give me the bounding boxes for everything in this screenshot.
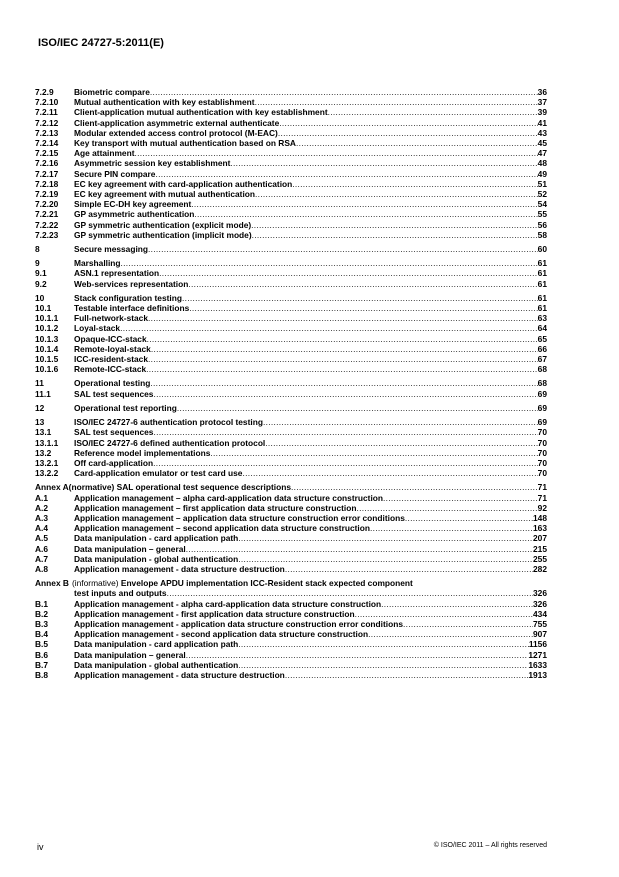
toc-section-number: B.6 [35,649,49,660]
toc-section-title: Data manipulation - global authentication [74,659,239,670]
toc-section-number: 7.2.12 [35,117,59,128]
toc-section-number: A.8 [35,563,49,574]
toc-page-number: 55 [537,209,547,220]
toc-entry[interactable] [35,503,547,513]
toc-entry[interactable] [35,244,547,254]
toc-leader-dots [296,138,538,148]
annex-kind: (informative) [71,578,119,589]
toc-page-number: 70 [537,437,547,448]
toc-leader-dots [186,544,533,554]
toc-leader-dots [135,148,538,158]
toc-section-number: B.5 [35,639,49,650]
copyright-notice: © ISO/IEC 2011 – All rights reserved [433,842,547,849]
toc-page-number: 58 [537,229,547,240]
toc-section-title: Age attainment [74,148,135,159]
toc-section-title: Loyal-stack [74,323,121,334]
toc-entry[interactable] [35,427,547,437]
toc-section-number: 7.2.19 [35,189,59,200]
toc-entry[interactable] [35,293,547,303]
toc-entry[interactable] [35,564,547,574]
toc-entry[interactable] [35,118,547,128]
toc-page-number: 52 [537,189,547,200]
toc-entry[interactable] [35,554,547,564]
toc-section-title: Card-application emulator or test card use [74,468,243,479]
annex-label: Annex B [35,578,69,589]
toc-page-number: 65 [537,333,547,344]
toc-section-number: B.3 [35,618,49,629]
toc-entry[interactable] [35,107,547,117]
toc-entry[interactable] [35,138,547,148]
toc-entry[interactable] [35,403,547,413]
toc-section-number: 7.2.20 [35,199,59,210]
toc-section-number: 7.2.10 [35,97,59,108]
toc-page-number: 70 [537,468,547,479]
toc-section-title: Data manipulation - card application path [74,533,239,544]
toc-page-number: 60 [537,244,547,255]
toc-entry[interactable] [35,268,547,278]
toc-page-number: 215 [533,543,547,554]
table-of-contents [35,87,547,680]
toc-section-number: 7.2.17 [35,168,59,179]
toc-section-title: Client-application mutual authentication with key establishment [74,107,328,118]
toc-entry[interactable] [35,344,547,354]
toc-section-number: 12 [35,402,45,413]
toc-section-number: 8 [35,244,40,255]
toc-page-number: 69 [537,402,547,413]
toc-leader-dots [151,344,538,354]
toc-section-number: 11 [35,378,44,389]
toc-entry[interactable] [35,389,547,399]
toc-section-number: 10.1.5 [35,354,59,365]
toc-section-number: 7.2.18 [35,178,59,189]
toc-page-number: 907 [533,629,547,640]
toc-section-number: 7.2.23 [35,229,59,240]
toc-section-number: 13 [35,417,45,428]
annex-title: Envelope APDU implementation ICC-Resident stack expected component [120,578,413,589]
toc-entry[interactable] [35,639,547,649]
toc-section-title: ASN.1 representation [74,268,160,279]
toc-leader-dots [189,303,537,313]
toc-page-number: 71 [537,482,547,493]
toc-section-number: A.7 [35,553,49,564]
toc-page-number: 69 [537,388,547,399]
toc-leader-dots [265,438,537,448]
toc-leader-dots [255,189,538,199]
toc-section-title: Application management - application data structure construction error conditions [74,618,403,629]
toc-section-number: 13.2.2 [35,468,59,479]
toc-entry[interactable] [35,544,547,554]
toc-leader-dots [255,97,538,107]
toc-entry[interactable] [35,417,547,427]
toc-page-number: 163 [533,523,547,534]
toc-entry[interactable] [35,438,547,448]
toc-section-number: B.2 [35,608,49,619]
toc-section-number: 7.2.9 [35,87,54,97]
toc-entry[interactable] [35,189,547,199]
toc-section-title: Data manipulation – general [74,649,186,660]
toc-section-title: Operational test reporting [74,402,177,413]
toc-page-number: 1271 [528,649,547,660]
toc-entry[interactable] [35,323,547,333]
toc-leader-dots [120,323,538,333]
toc-section-number: 7.2.16 [35,158,59,169]
toc-leader-dots [356,503,537,513]
toc-section-number: 10.1.2 [35,323,59,334]
toc-entry[interactable] [35,493,547,503]
toc-section-number: 7.2.21 [35,209,59,220]
toc-page-number: 282 [533,563,547,574]
toc-section-title: ISO/IEC 24727-6 authentication protocol testing [74,417,263,428]
toc-section-number: A.4 [35,523,49,534]
toc-section-number: 10.1.1 [35,313,59,324]
toc-page-number: 51 [537,178,547,189]
toc-leader-dots [278,128,538,138]
toc-page-number: 92 [537,502,547,513]
toc-entry[interactable] [35,303,547,313]
toc-section-number: 13.1 [35,427,52,438]
toc-section-number: 13.1.1 [35,437,59,448]
toc-section-number: 11.1 [35,388,51,399]
toc-entry[interactable] [35,468,547,478]
toc-section-title: Reference model implementations [74,447,211,458]
toc-leader-dots [279,118,537,128]
toc-leader-dots [148,354,538,364]
toc-section-title: Application management - data structure destruction [74,563,285,574]
toc-section-number: 7.2.13 [35,127,59,138]
toc-section-number: 13.2.1 [35,457,59,468]
toc-section-title: ISO/IEC 24727-6 defined authentication protocol [74,437,266,448]
toc-section-title: Application management - second application data structure construction [74,629,369,640]
annex-title-continued: test inputs and outputs [74,588,167,599]
toc-entry[interactable] [35,334,547,344]
toc-section-number: B.1 [35,598,49,609]
toc-page-number: 70 [537,457,547,468]
toc-section-title: Key transport with mutual authentication based on RSA [74,138,296,149]
toc-leader-dots [285,670,529,680]
toc-page-number: 67 [537,354,547,365]
toc-leader-dots [285,564,533,574]
toc-entry[interactable] [35,533,547,543]
toc-leader-dots [238,639,529,649]
toc-section-title: Data manipulation - card application path [74,639,239,650]
toc-leader-dots [153,458,538,468]
toc-leader-dots [159,268,538,278]
toc-section-title: Application management – application data structure construction error conditions [74,512,405,523]
toc-page-number: 61 [537,278,547,289]
toc-entry[interactable] [35,378,547,388]
toc-leader-dots [146,364,538,374]
toc-leader-dots [292,179,537,189]
page-number: iv [37,842,44,852]
toc-section-title: Application management – first application data structure construction [74,502,357,513]
toc-entry[interactable] [35,523,547,533]
toc-entry[interactable] [35,169,547,179]
toc-section-title: Application management – second application data structure construction [74,523,370,534]
toc-leader-dots [194,209,537,219]
toc-page-number: 207 [533,533,547,544]
document-header: ISO/IEC 24727-5:2011(E) [38,37,164,49]
toc-page-number: 54 [537,199,547,210]
toc-entry[interactable] [35,629,547,639]
toc-leader-dots [167,588,533,598]
toc-entry[interactable] [35,279,547,289]
toc-entry[interactable] [35,609,547,619]
toc-section-number: A.1 [35,492,49,503]
toc-page-number: 47 [537,148,547,159]
toc-section-title: Secure PIN compare [74,168,156,179]
toc-section-number: 7.2.15 [35,148,59,159]
annex-kind: (normative) [68,482,115,493]
toc-section-number: B.8 [35,669,49,680]
toc-section-title: Web-services representation [74,278,189,289]
toc-section-title: Marshalling [74,258,121,269]
toc-leader-dots [252,230,538,240]
toc-entry[interactable] [35,158,547,168]
toc-leader-dots [153,427,537,437]
toc-page-number: 70 [537,427,547,438]
toc-entry[interactable] [35,258,547,268]
toc-page-number: 1913 [528,669,547,680]
toc-section-title: Secure messaging [74,244,149,255]
toc-section-number: 10.1.3 [35,333,59,344]
toc-section-title: Biometric compare [74,87,150,97]
annex-title: SAL operational test sequence descriptions [116,482,291,493]
toc-section-title: Data manipulation - global authentication [74,553,239,564]
toc-leader-dots [291,482,538,492]
toc-section-title: Mutual authentication with key establishment [74,97,255,108]
toc-annex-entry[interactable] [35,482,547,492]
toc-leader-dots [147,334,538,344]
toc-leader-dots [191,199,537,209]
toc-entry[interactable] [35,230,547,240]
toc-entry[interactable] [35,458,547,468]
toc-page-number: 36 [537,87,547,97]
toc-section-title: GP asymmetric authentication [74,209,195,220]
toc-page-number: 68 [537,378,547,389]
toc-section-number: A.3 [35,512,49,523]
toc-page-number: 49 [537,168,547,179]
toc-leader-dots [186,650,529,660]
toc-entry[interactable] [35,448,547,458]
toc-leader-dots [238,660,528,670]
toc-leader-dots [238,554,533,564]
toc-entry[interactable] [35,199,547,209]
toc-leader-dots [230,158,537,168]
toc-entry[interactable] [35,87,547,97]
toc-section-title: Application management – alpha card-application data structure construction [74,492,383,503]
toc-page-number: 148 [533,512,547,523]
toc-section-number: 13.2 [35,447,52,458]
toc-page-number: 43 [537,127,547,138]
toc-entry[interactable] [35,354,547,364]
toc-page-number: 61 [537,268,547,279]
toc-entry[interactable] [35,220,547,230]
toc-page-number: 61 [537,258,547,269]
toc-section-title: Application management - data structure destruction [74,669,285,680]
toc-section-title: Modular extended access control protocol (M-EAC) [74,127,278,138]
toc-section-title: EC key agreement with mutual authentication [74,189,256,200]
toc-leader-dots [148,313,538,323]
toc-annex-entry[interactable] [35,588,547,598]
toc-leader-dots [121,258,538,268]
toc-section-title: EC key agreement with card-application authentication [74,178,293,189]
toc-entry[interactable] [35,660,547,670]
toc-section-title: Simple EC-DH key agreement [74,199,192,210]
toc-section-number: B.4 [35,629,49,640]
toc-leader-dots [405,513,533,523]
toc-page-number: 255 [533,553,547,564]
toc-section-title: Off card-application [74,457,154,468]
toc-page-number: 1156 [528,639,547,650]
toc-leader-dots [188,279,537,289]
toc-entry[interactable] [35,650,547,660]
toc-leader-dots [242,468,537,478]
toc-leader-dots [155,169,537,179]
toc-section-title: Data manipulation – general [74,543,186,554]
toc-section-title: Client-application asymmetric external authenticate [74,117,280,128]
toc-page-number: 37 [537,97,547,108]
toc-section-number: 10 [35,292,45,303]
toc-page-number: 755 [533,618,547,629]
toc-entry[interactable] [35,97,547,107]
toc-section-number: 10.1.4 [35,343,59,354]
toc-leader-dots [355,609,533,619]
toc-section-number: A.2 [35,502,49,513]
toc-leader-dots [328,107,538,117]
toc-leader-dots [150,87,538,97]
toc-leader-dots [263,417,538,427]
toc-leader-dots [148,244,538,254]
toc-section-number: 9.1 [35,268,47,279]
toc-section-number: B.7 [35,659,49,670]
toc-leader-dots [150,378,537,388]
toc-entry[interactable] [35,313,547,323]
toc-leader-dots [210,448,537,458]
toc-section-number: 7.2.11 [35,107,58,118]
toc-section-number: A.5 [35,533,49,544]
toc-entry[interactable] [35,209,547,219]
toc-section-title: Opaque-ICC-stack [74,333,147,344]
toc-page-number: 69 [537,417,547,428]
toc-leader-dots [403,619,533,629]
toc-section-title: GP symmetric authentication (implicit mode) [74,229,252,240]
toc-page-number: 326 [533,588,547,599]
toc-page-number: 71 [537,492,547,503]
toc-annex-heading [35,482,291,492]
toc-page-number: 64 [537,323,547,334]
toc-section-number: 10.1 [35,303,52,314]
toc-leader-dots [368,629,533,639]
toc-leader-dots [182,293,538,303]
toc-entry[interactable] [35,619,547,629]
toc-entry[interactable] [35,513,547,523]
toc-leader-dots [383,493,538,503]
toc-annex-heading[interactable] [35,578,547,588]
toc-section-number: 9 [35,258,40,269]
toc-page-number: 66 [537,343,547,354]
toc-page-number: 1633 [528,659,547,670]
toc-section-number: 7.2.14 [35,138,59,149]
toc-page-number: 326 [533,598,547,609]
toc-leader-dots [153,389,537,399]
toc-leader-dots [177,403,538,413]
toc-page-number: 434 [533,608,547,619]
toc-page-number: 48 [537,158,547,169]
toc-page-number: 63 [537,313,547,324]
toc-section-number: 10.1.6 [35,364,59,375]
toc-section-title: Asymmetric session key establishment [74,158,231,169]
toc-section-title: Stack configuration testing [74,292,182,303]
toc-page-number: 39 [537,107,547,118]
toc-entry[interactable] [35,128,547,138]
toc-section-title: GP symmetric authentication (explicit mode) [74,219,252,230]
toc-entry[interactable] [35,148,547,158]
toc-leader-dots [370,523,533,533]
toc-section-title: SAL test sequences [74,388,154,399]
toc-page-number: 61 [537,303,547,314]
toc-leader-dots [251,220,538,230]
toc-page-number: 70 [537,447,547,458]
toc-section-title: Remote-ICC-stack [74,364,147,375]
toc-section-title: Full-network-stack [74,313,148,324]
toc-entry[interactable] [35,670,547,680]
toc-leader-dots [381,599,533,609]
toc-entry[interactable] [35,364,547,374]
toc-section-number: 7.2.22 [35,219,59,230]
toc-section-title: Remote-loyal-stack [74,343,151,354]
toc-page-number: 56 [537,219,547,230]
toc-section-number: A.6 [35,543,49,554]
toc-section-title: Testable interface definitions [74,303,190,314]
toc-entry[interactable] [35,179,547,189]
annex-label: Annex A [35,482,69,493]
toc-page-number: 45 [537,138,547,149]
toc-section-title: SAL test sequences [74,427,154,438]
toc-page-number: 61 [537,292,547,303]
toc-leader-dots [238,533,533,543]
toc-section-title: Operational testing [74,378,151,389]
toc-page-number: 41 [537,117,547,128]
toc-page-number: 68 [537,364,547,375]
toc-section-number: 9.2 [35,278,47,289]
toc-entry[interactable] [35,599,547,609]
toc-section-title: ICC-resident-stack [74,354,149,365]
toc-section-title: Application management - first application data structure construction [74,608,355,619]
toc-section-title: Application management - alpha card-application data structure construction [74,598,382,609]
